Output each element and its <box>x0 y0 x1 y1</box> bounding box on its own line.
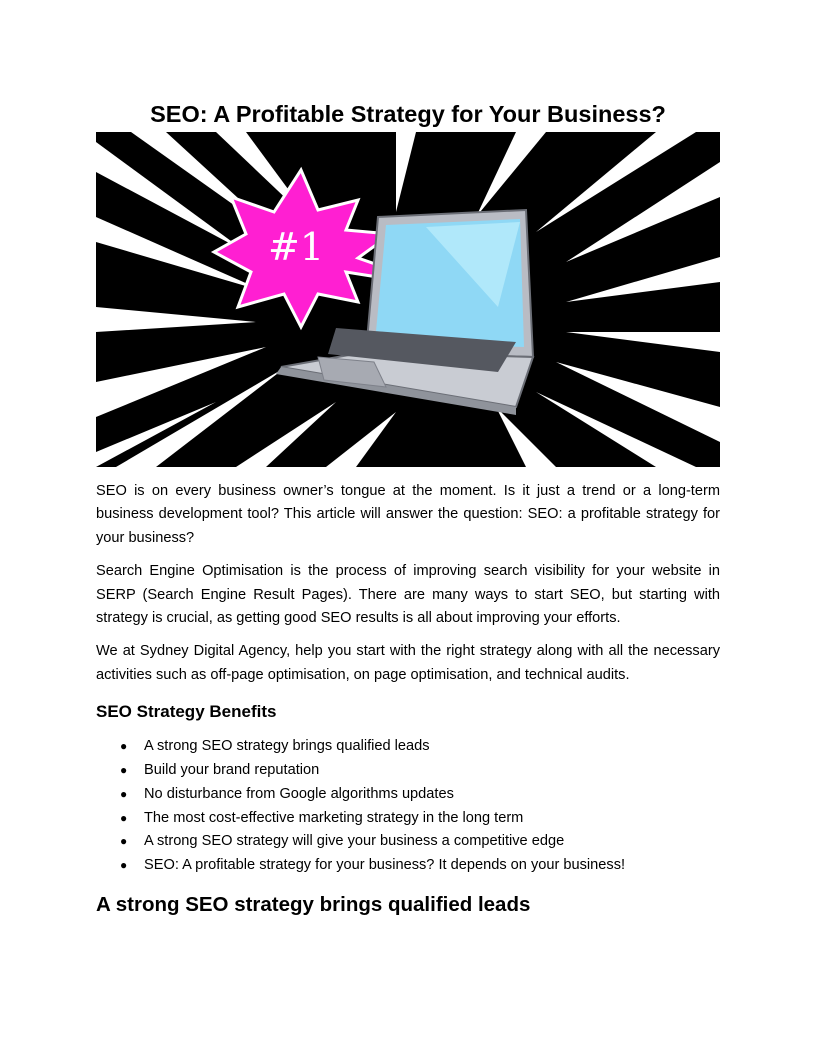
list-item: ● SEO: A profitable strategy for your business? It depends on your business! <box>144 854 720 878</box>
bullet-icon: ● <box>120 858 128 873</box>
bullet-icon: ● <box>120 763 128 778</box>
agency-paragraph: We at Sydney Digital Agency, help you start with the right strategy along with all the necessary activities such as off-page optimisation, on page optimisation, and technical audits. <box>96 643 720 683</box>
bullet-icon: ● <box>120 810 128 825</box>
benefits-list <box>96 735 720 878</box>
list-item: ● Build your brand reputation <box>144 759 720 783</box>
hero-illustration <box>96 132 720 467</box>
list-item: ● A strong SEO strategy will give your business a competitive edge <box>144 830 720 854</box>
article-body <box>96 480 720 920</box>
burst-badge-text: #1 <box>267 225 325 269</box>
bullet-icon: ● <box>120 739 128 754</box>
list-item: ● The most cost-effective marketing strategy in the long term <box>144 807 720 831</box>
bullet-icon: ● <box>120 834 128 849</box>
bullet-icon: ● <box>120 786 128 801</box>
definition-paragraph: Search Engine Optimisation is the process of improving search visibility for your website in SERP (Search Engine Result Pages). There are many ways to start SEO, but starting with strategy is crucial, as getting good SEO results is all about improving your efforts. <box>96 563 720 627</box>
list-item: ● No disturbance from Google algorithms updates <box>144 783 720 807</box>
intro-paragraph: SEO is on every business owner’s tongue at the moment. Is it just a trend or a long-term business development tool? This article will answer the question: SEO: a profitable strategy for your business? <box>96 483 720 546</box>
section-heading: A strong SEO strategy brings qualified leads <box>96 893 531 917</box>
page-title: SEO: A Profitable Strategy for Your Business? <box>150 101 666 127</box>
laptop-number-one-illustration <box>96 132 720 467</box>
benefits-heading: SEO Strategy Benefits <box>96 702 277 722</box>
list-item: ● A strong SEO strategy brings qualified leads <box>144 735 720 759</box>
